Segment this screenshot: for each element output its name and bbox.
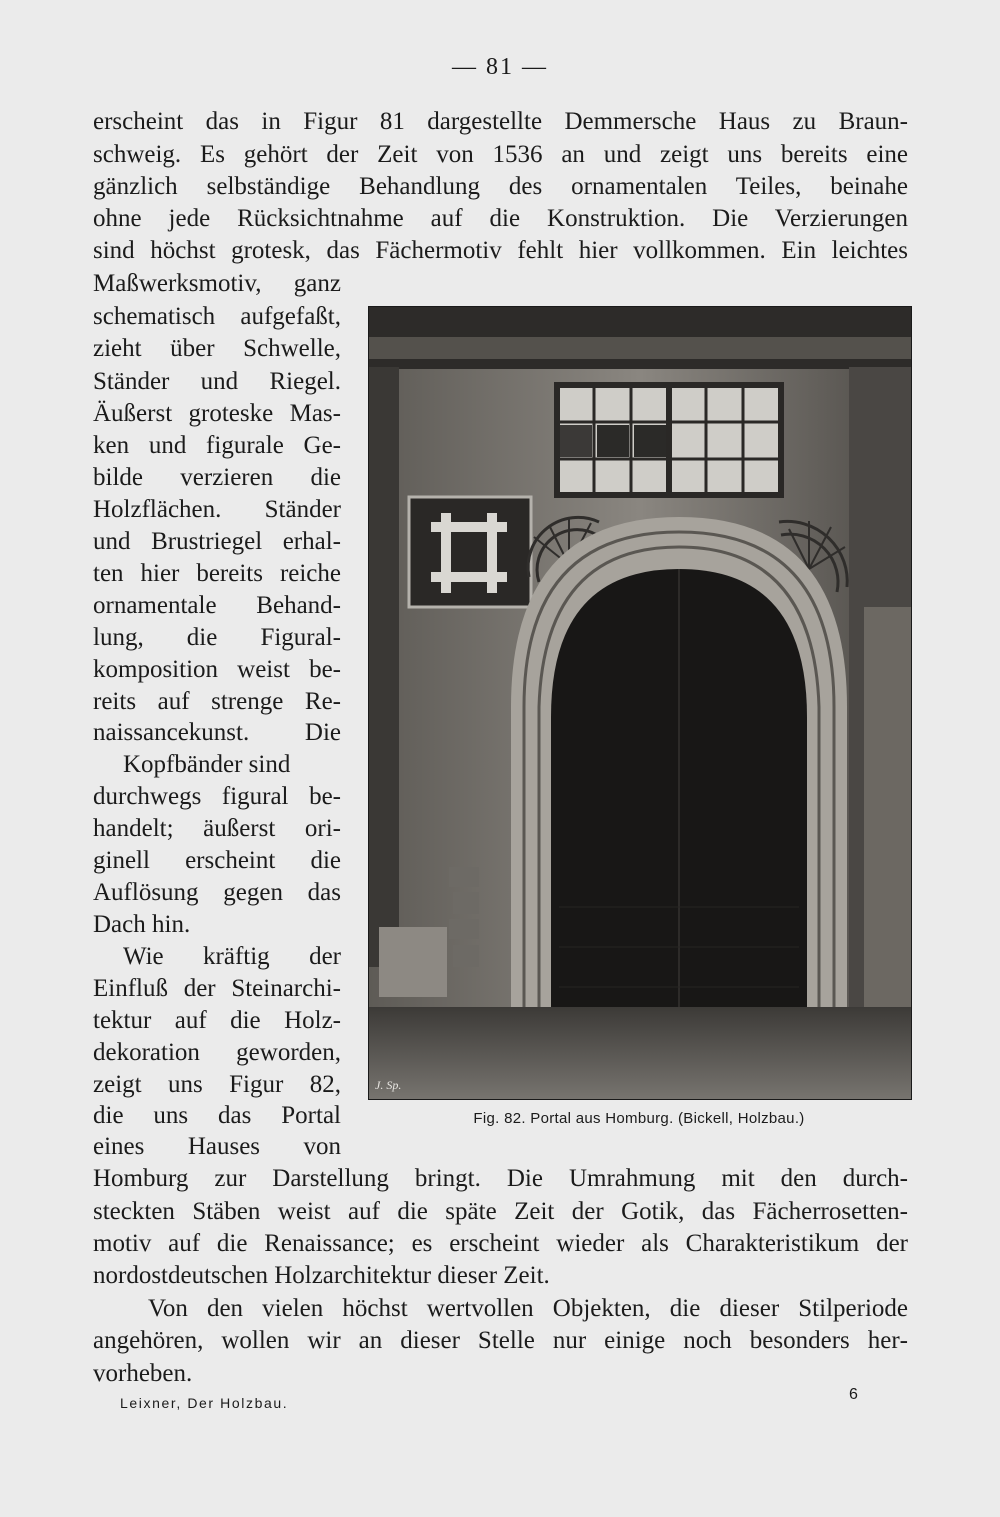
side-line: ornamentale Behand‐: [93, 592, 341, 619]
body-line: sind höchst grotesk, das Fächermotiv fehlt hier vollkommen. Ein leichtes: [93, 237, 908, 264]
body-line: ohne jede Rücksichtnahme auf die Konstruktion. Die Verzierungen: [93, 205, 908, 232]
side-line: Äußerst groteske Mas‐: [93, 400, 341, 427]
side-line: durchwegs figural be‐: [93, 783, 341, 810]
side-line: handelt; äußerst ori‐: [93, 815, 341, 842]
side-line: zeigt uns Figur 82,: [93, 1071, 341, 1098]
side-line: Ständer und Riegel.: [93, 368, 341, 395]
side-line: reits auf strenge Re‐: [93, 688, 341, 715]
side-line: Auflösung gegen das: [93, 879, 341, 906]
side-line: Kopfbänder sind: [123, 751, 291, 778]
body-line: motiv auf die Renaissance; es erscheint wieder als Charakteristikum der: [93, 1230, 908, 1257]
side-line: eines Hauses von: [93, 1133, 341, 1160]
body-line: vorheben.: [93, 1360, 193, 1387]
side-line: bilde verzieren die: [93, 464, 341, 491]
body-line: schweig. Es gehört der Zeit von 1536 an und zeigt uns bereits eine: [93, 141, 908, 168]
figure-caption: Fig. 82. Portal aus Homburg. (Bickell, Holzbau.): [473, 1110, 805, 1127]
body-line: steckten Stäben weist auf die späte Zeit der Gotik, das Fächerrosetten‐: [93, 1198, 908, 1225]
portal-photograph: [368, 306, 912, 1100]
artist-signature: J. Sp.: [375, 1078, 402, 1092]
side-line: naissancekunst. Die: [93, 719, 341, 746]
side-line: Dach hin.: [93, 911, 191, 938]
side-line: lung, die Figural‐: [93, 624, 341, 651]
side-line: Wie kräftig der: [123, 943, 341, 970]
body-line: gänzlich selbständige Behandlung des ornamentalen Teiles, beinahe: [93, 173, 908, 200]
signature-mark: 6: [849, 1386, 858, 1403]
side-line: ken und figurale Ge‐: [93, 432, 341, 459]
side-line: ginell erscheint die: [93, 847, 341, 874]
side-line: Maßwerksmotiv, ganz: [93, 270, 341, 297]
side-line: schematisch aufgefaßt,: [93, 303, 341, 330]
side-line: tektur auf die Holz‐: [93, 1007, 341, 1034]
side-line: komposition weist be‐: [93, 656, 341, 683]
body-line: erscheint das in Figur 81 dargestellte Demmersche Haus zu Braun‐: [93, 108, 908, 135]
side-line: Holzflächen. Ständer: [93, 496, 341, 523]
side-line: ten hier bereits reiche: [93, 560, 341, 587]
side-line: zieht über Schwelle,: [93, 335, 341, 362]
body-line: nordostdeutschen Holzarchitektur dieser Zeit.: [93, 1262, 550, 1289]
page-number: — 81 —: [452, 54, 548, 80]
footer-book-title: Leixner, Der Holzbau.: [120, 1395, 289, 1411]
side-line: und Brustriegel erhal‐: [93, 528, 341, 555]
body-line: Homburg zur Darstellung bringt. Die Umrahmung mit den durch‐: [93, 1165, 908, 1192]
side-line: Einfluß der Steinarchi‐: [93, 975, 341, 1002]
body-line: angehören, wollen wir an dieser Stelle nur einige noch besonders her‐: [93, 1327, 908, 1354]
side-line: die uns das Portal: [93, 1102, 341, 1129]
side-line: dekoration geworden,: [93, 1039, 341, 1066]
body-line: Von den vielen höchst wertvollen Objekten, die dieser Stilperiode: [148, 1295, 908, 1322]
